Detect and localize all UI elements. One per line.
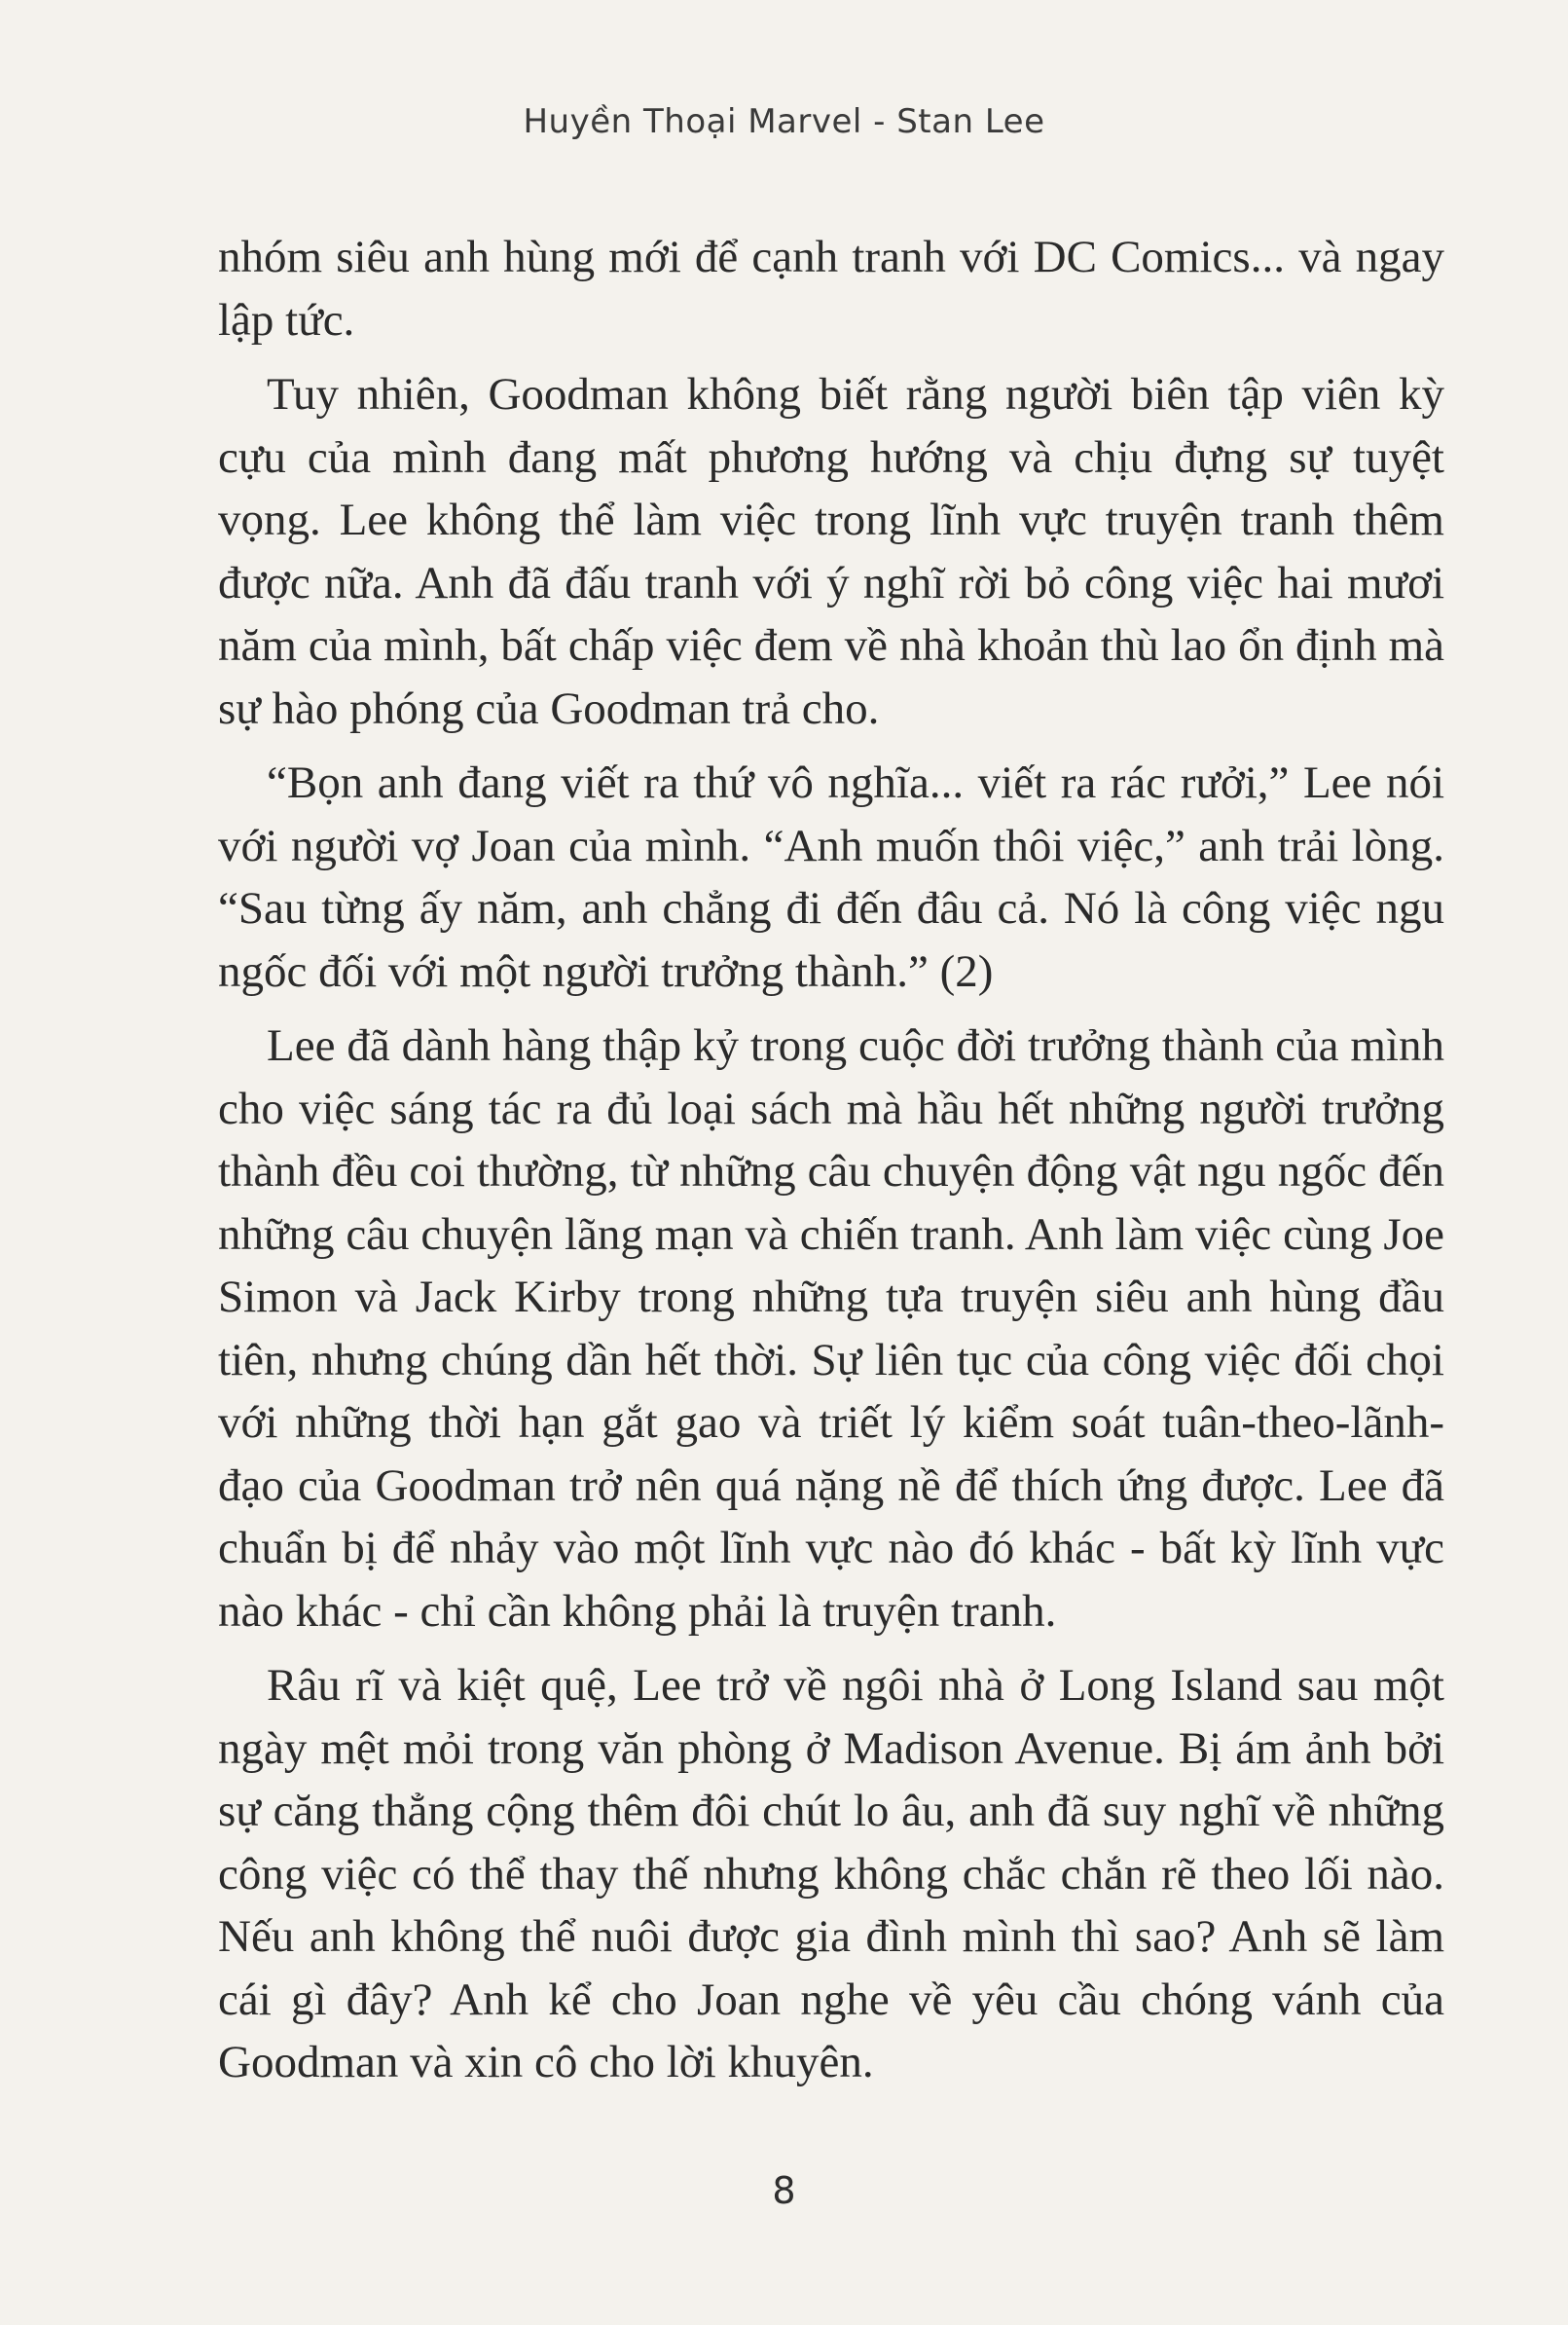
body-text bbox=[218, 226, 1444, 2106]
paragraph-continuation: nhóm siêu anh hùng mới để cạnh tranh với DC Comics... và ngay lập tức. bbox=[218, 232, 1444, 346]
paragraph-long-island: Râu rĩ và kiệt quệ, Lee trở về ngôi nhà ở Long Island sau một ngày mệt mỏi trong văn phòng ở Madison Avenue. Bị ám ảnh bởi sự căng thẳng cộng thêm đôi chút lo âu, anh đã suy nghĩ về những công việc có thể thay thế nhưng không chắc chắn rẽ theo lối nào. Nếu anh không thể nuôi được gia đình mình thì sao? Anh sẽ làm cái gì đây? Anh kể cho Joan nghe về yêu cầu chóng vánh của Goodman và xin cô cho lời khuyên. bbox=[218, 1660, 1444, 2087]
paragraph-goodman-unaware: Tuy nhiên, Goodman không biết rằng người biên tập viên kỳ cựu của mình đang mất phương hướng và chịu đựng sự tuyệt vọng. Lee không thể làm việc trong lĩnh vực truyện tranh thêm được nữa. Anh đã đấu tranh với ý nghĩ rời bỏ công việc hai mươi năm của mình, bất chấp việc đem về nhà khoản thù lao ổn định mà sự hào phóng của Goodman trả cho. bbox=[218, 369, 1444, 734]
running-header-title: Huyền Thoại Marvel - Stan Lee bbox=[523, 102, 1045, 141]
paragraph-lee-decades: Lee đã dành hàng thập kỷ trong cuộc đời trưởng thành của mình cho việc sáng tác ra đủ loại sách mà hầu hết những người trưởng thành đều coi thường, từ những câu chuyện động vật ngu ngốc đến những câu chuyện lãng mạn và chiến tranh. Anh làm việc cùng Joe Simon và Jack Kirby trong những tựa truyện siêu anh hùng đầu tiên, nhưng chúng dần hết thời. Sự liên tục của công việc đối chọi với những thời hạn gắt gao và triết lý kiểm soát tuân-theo-lãnh-đạo của Goodman trở nên quá nặng nề để thích ứng được. Lee đã chuẩn bị để nhảy vào một lĩnh vực nào đó khác - bất kỳ lĩnh vực nào khác - chỉ cần không phải là truyện tranh. bbox=[218, 1020, 1444, 1637]
paragraph-quote-to-joan: “Bọn anh đang viết ra thứ vô nghĩa... viết ra rác rưởi,” Lee nói với người vợ Joan của mình. “Anh muốn thôi việc,” anh trải lòng. “Sau từng ấy năm, anh chẳng đi đến đâu cả. Nó là công việc ngu ngốc đối với một người trưởng thành.” (2) bbox=[218, 757, 1444, 997]
page-number: 8 bbox=[772, 2169, 796, 2212]
